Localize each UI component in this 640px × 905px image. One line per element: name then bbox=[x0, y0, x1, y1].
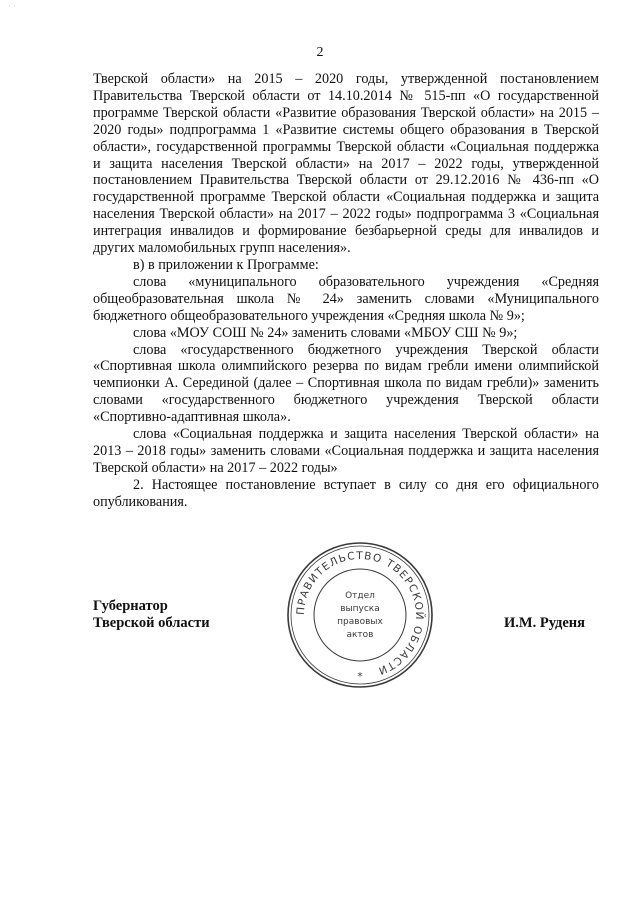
stamp-star-icon: * bbox=[357, 670, 363, 683]
stamp-center-line-3: правовых bbox=[337, 617, 383, 627]
paragraph-item-v: в) в приложении к Программе: bbox=[133, 256, 319, 273]
stamp-center-line-2: выпуска bbox=[340, 604, 380, 614]
paragraph-continuation: Тверской области» на 2015 – 2020 годы, утвержденной постановлением Правительства Тверской области от 14.10.2014 № 515-пп «О государственной программе Тверской области «Развитие образования Тверской области» на 2015 – 2020 годы» подпрограмма 1 «Развитие системы общего образования в Тверской области», государственной программы Тверской области «Социальная поддержка и защита населения Тверской области» на 2017 – 2022 годы, утвержденной постановлением Правительства Тверской области от 29.12.2016 № 436-пп «О государственной программе Тверской области «Социальная поддержка и защита населения Тверской области» на 2017 – 2022 годы» подпрограмма 3 «Социальная интеграция инвалидов и формирование безбарьерной среды для инвалидов и других маломобильных групп населения». bbox=[93, 71, 599, 257]
stamp-outer-ring bbox=[288, 543, 432, 687]
stamp-seal-icon bbox=[285, 540, 435, 690]
document-body bbox=[93, 71, 599, 511]
stamp-center-line-4: актов bbox=[346, 630, 374, 640]
paragraph-replace-program-title: слова «Социальная поддержка и защита населения Тверской области» на 2013 – 2018 годы» заменить словами «Социальная поддержка и защита населения Тверской области» на 2017 – 2022 годы» bbox=[93, 426, 599, 476]
stamp-outer-ring-inner bbox=[291, 546, 429, 684]
stamp-ring-text: ПРАВИТЕЛЬСТВО ТВЕРСКОЙ ОБЛАСТИ bbox=[294, 549, 426, 677]
official-stamp bbox=[285, 540, 435, 690]
signature-block bbox=[93, 598, 210, 632]
stamp-center-line-1: Отдел bbox=[345, 591, 375, 601]
paragraph-effective-date: 2. Настоящее постановление вступает в силу со дня его официального опубликования. bbox=[93, 476, 599, 510]
paragraph-replace-municipal: слова «муниципального образовательного учреждения «Средняя общеобразовательная школа № 24» заменить словами «Муниципального бюджетного общеобразовательного учреждения «Средняя школа № 9»; bbox=[93, 273, 599, 324]
signer-position-line1: Губернатор bbox=[93, 598, 168, 614]
scan-corner-mark: · · bbox=[8, 2, 16, 11]
signer-name: И.М. Руденя bbox=[504, 615, 586, 631]
signer-position-line2: Тверской области bbox=[93, 615, 210, 631]
paragraph-replace-sport-school: слова «государственного бюджетного учреждения Тверской области «Спортивная школа олимпийского резерва по видам гребли имени олимпийской чемпионки А. Серединой (далее – Спортивная школа по видам гребли)» заменить словами «государственного бюджетного учреждения Тверской области «Спортивно-адаптивная школа». bbox=[93, 341, 599, 426]
page-number: 2 bbox=[316, 45, 324, 60]
stamp-inner-ring bbox=[314, 569, 406, 661]
paragraph-replace-abbrev: слова «МОУ СОШ № 24» заменить словами «МБОУ СШ № 9»; bbox=[133, 324, 518, 341]
